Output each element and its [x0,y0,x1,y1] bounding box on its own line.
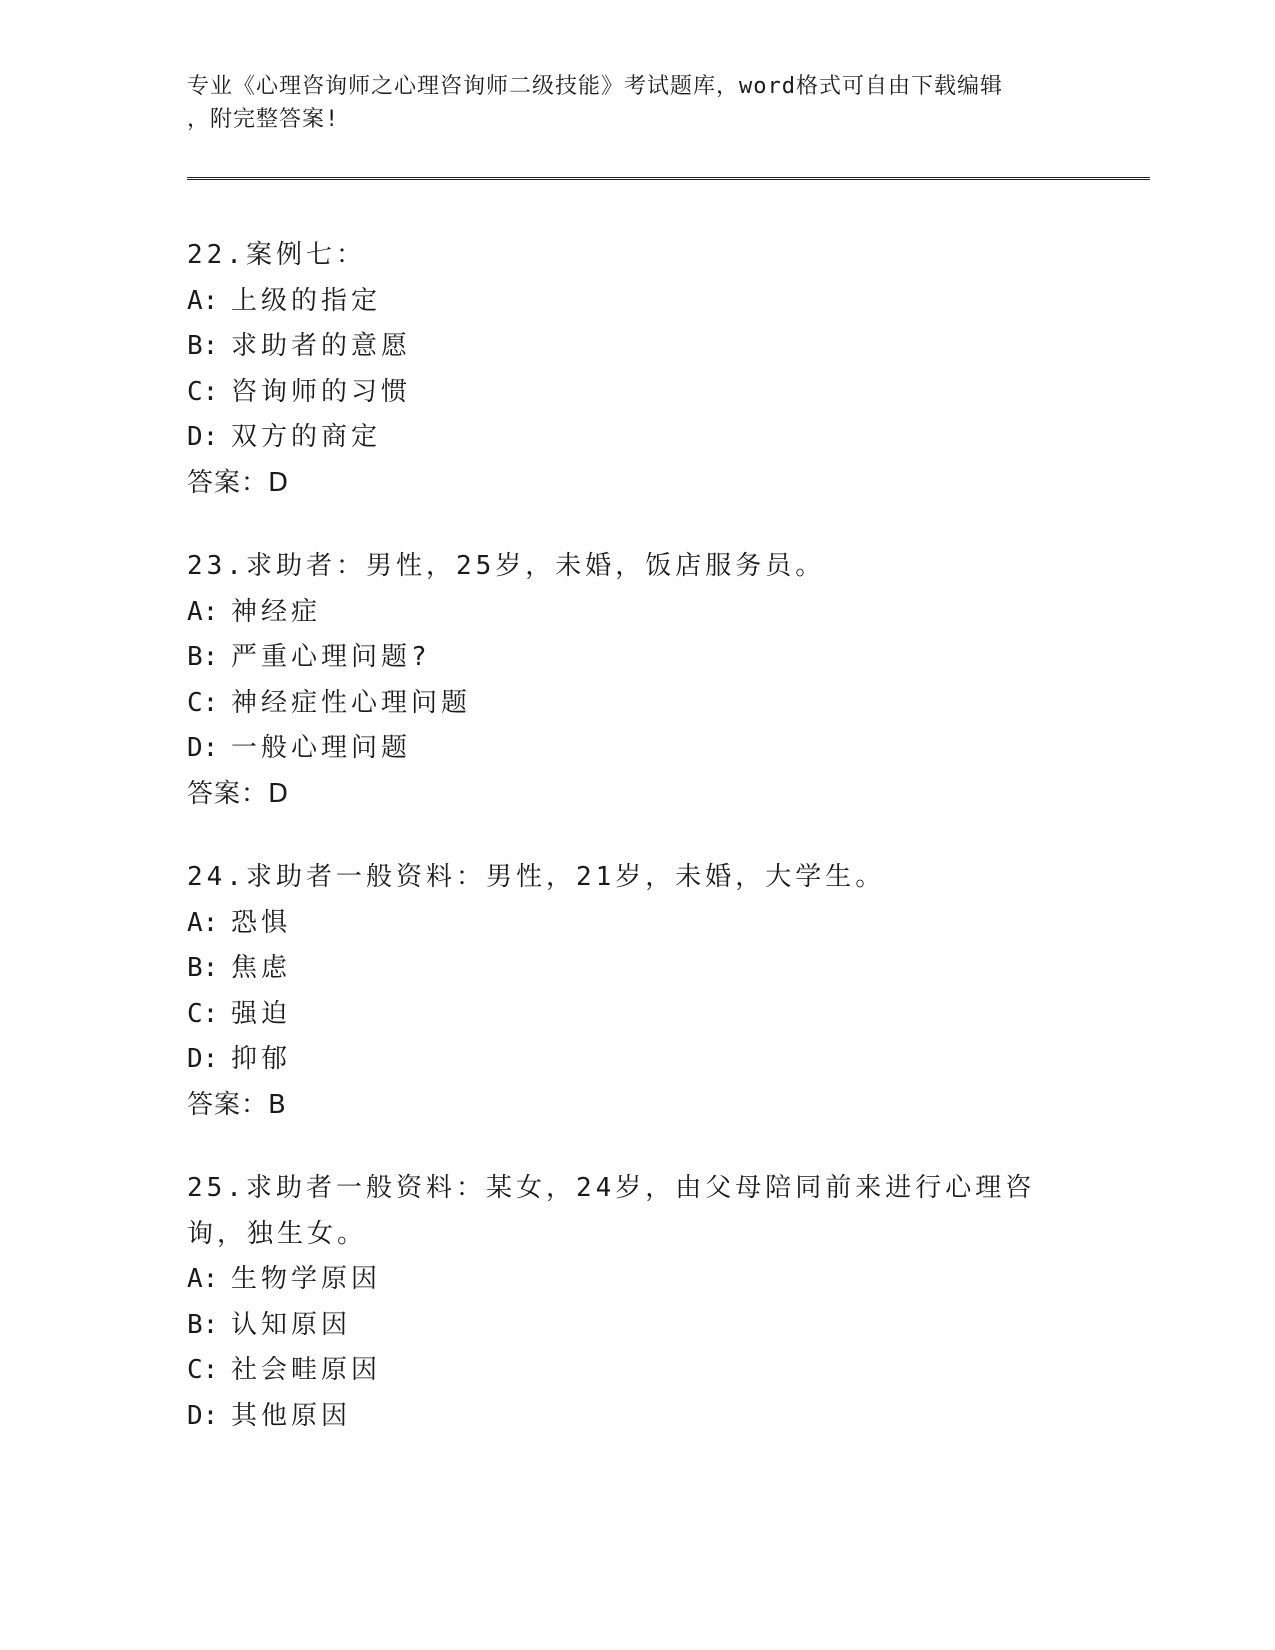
option-text: 求助者的意愿 [231,331,412,361]
option-letter: C: [187,1355,219,1385]
option-letter: B: [187,953,219,983]
question-list [187,233,1087,1477]
option-letter: D: [187,1400,219,1431]
option-letter: A: [187,596,219,627]
option-d [187,1037,1087,1083]
answer-value: D [268,467,290,498]
option-a [187,590,1087,636]
option-text: 认知原因 [231,1309,352,1340]
option-a [187,279,1087,325]
option-letter: D: [187,733,219,763]
question-stem [187,233,1087,279]
option-c [187,370,1087,416]
answer-label: 答案： [187,467,269,498]
question-stem [187,1166,1087,1257]
option-d [187,726,1087,772]
answer-line [187,461,1087,507]
question-25 [187,1166,1087,1439]
option-text: 焦虑 [231,953,292,983]
answer-value: D [268,778,290,809]
answer-line [187,1083,1087,1129]
option-text: 强迫 [231,998,292,1029]
option-c [187,681,1087,727]
option-b [187,635,1087,681]
option-text: 社会畦原因 [231,1355,382,1385]
option-d [187,415,1087,461]
option-letter: A: [187,285,219,316]
header-line-1: 专业《心理咨询师之心理咨询师二级技能》考试题库，word格式可自由下载编辑 [187,74,1003,99]
question-number: 22. [187,240,246,270]
option-text: 抑郁 [231,1044,292,1074]
answer-label: 答案： [187,1089,269,1120]
option-text: 严重心理问题? [231,642,431,672]
header-divider [187,177,1150,180]
option-letter: B: [187,331,219,361]
option-letter: A: [187,907,219,938]
answer-line [187,772,1087,818]
option-c [187,1348,1087,1394]
option-b [187,946,1087,992]
option-d [187,1394,1087,1440]
question-stem [187,544,1087,590]
option-letter: B: [187,642,219,672]
answer-value: B [268,1089,287,1120]
question-23 [187,544,1087,817]
option-text: 双方的商定 [231,422,382,452]
answer-label: 答案： [187,778,269,809]
question-24 [187,855,1087,1128]
question-text: 求助者：男性，25岁，未婚，饭店服务员。 [245,551,826,581]
option-text: 恐惧 [231,907,292,938]
option-b [187,1303,1087,1349]
question-number: 23. [187,551,246,581]
question-number: 25. [187,1173,246,1203]
option-text: 咨询师的习惯 [231,376,412,407]
option-text: 神经症 [231,596,322,627]
option-a [187,1257,1087,1303]
header-line-2: ，附完整答案! [187,107,340,132]
question-stem [187,855,1087,901]
question-text: 求助者一般资料：男性，21岁，未婚，大学生。 [245,862,886,892]
question-text: 求助者一般资料：某女，24岁，由父母陪同前来进行心理咨询，独生女。 [187,1173,1036,1249]
option-letter: C: [187,998,219,1029]
option-text: 神经症性心理问题 [231,687,472,718]
question-22 [187,233,1087,506]
option-letter: C: [187,687,219,718]
option-letter: A: [187,1264,219,1294]
option-text: 上级的指定 [231,285,382,316]
option-text: 其他原因 [231,1400,352,1431]
question-text: 案例七： [245,240,366,270]
option-text: 一般心理问题 [231,733,412,763]
option-text: 生物学原因 [231,1264,382,1294]
option-b [187,324,1087,370]
option-a [187,901,1087,947]
option-letter: B: [187,1309,219,1340]
option-letter: D: [187,422,219,452]
option-letter: C: [187,376,219,407]
option-letter: D: [187,1044,219,1074]
option-c [187,992,1087,1038]
question-number: 24. [187,862,246,892]
document-header [187,70,1067,136]
